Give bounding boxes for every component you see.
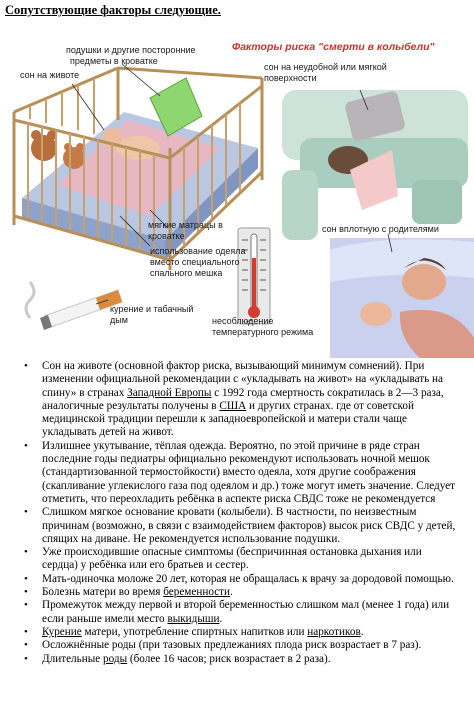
wiki-link[interactable]: США xyxy=(219,399,247,412)
factor-text: Сон на животе (основной фактор риска, вызывающий минимум сомнений). При изменении официальной рекомендации с «укладывать на живот» на «укладывать на спину» в странах xyxy=(42,360,443,399)
label-soft-surface-2: поверхности xyxy=(264,73,317,83)
risk-factor-item xyxy=(42,639,460,652)
factor-text: Уже происходившие опасные симптомы (беспричинная остановка дыхания или сердца) у ребёнка или его братьев и сестер. xyxy=(42,546,422,572)
crib-drawing xyxy=(14,68,262,270)
label-smoking: курение и табачный xyxy=(110,304,194,314)
thermometer-drawing xyxy=(238,228,270,324)
label-soft-surface: сон на неудобной или мягкой xyxy=(264,62,387,72)
wiki-link[interactable]: Западной Европы xyxy=(127,386,212,399)
illustration-title: Факторы риска "смерти в колыбели" xyxy=(232,41,435,53)
label-mattress: мягкие матрацы в xyxy=(148,220,223,230)
wiki-link[interactable]: роды xyxy=(103,652,128,665)
sids-risk-illustration xyxy=(0,20,474,364)
label-blanket-3: спального мешка xyxy=(150,268,223,278)
risk-factor-item xyxy=(42,653,460,666)
cigarette-drawing xyxy=(26,282,122,330)
risk-factor-item xyxy=(42,546,460,573)
factor-text: Мать-одиночка моложе 20 лет, которая не обращалась к врачу за дородовой помощью. xyxy=(42,572,454,585)
factor-text: . xyxy=(360,625,364,638)
risk-factor-item xyxy=(42,573,460,586)
wiki-link[interactable]: наркотиков xyxy=(307,625,361,638)
factor-text: Длительные xyxy=(42,652,104,665)
factor-text: и других странах. где от советской медицинской традиции перешли к западноевропейской и матери стали чаще укладывать детей на живот. xyxy=(42,399,414,439)
factor-text: Осложнённые роды (при тазовых предлежаниях плода риск возрастает в 7 раз). xyxy=(42,639,422,652)
risk-factors-list xyxy=(0,360,474,666)
cosleeping-drawing xyxy=(330,238,474,358)
factor-text: матери, употребление спиртных напитков или xyxy=(81,625,308,638)
risk-factor-item xyxy=(42,440,460,506)
label-temperature: несоблюдение xyxy=(212,316,274,326)
label-pillows-2: предметы в кроватке xyxy=(70,56,158,66)
factor-text: Промежуток между первой и второй беременностью слишком мал (менее 1 года) или если раньше имели место xyxy=(42,599,450,625)
label-blanket: использование одеяла xyxy=(150,246,246,256)
factor-text: . xyxy=(230,586,233,599)
factor-text: (более 16 часов; риск возрастает в 2 раза). xyxy=(127,652,331,665)
risk-factor-item xyxy=(42,599,460,626)
label-stomach: сон на животе xyxy=(20,70,80,80)
wiki-link[interactable]: выкидыши xyxy=(167,612,220,625)
risk-factor-item xyxy=(42,626,460,639)
label-mattress-2: кроватке xyxy=(148,231,185,241)
factor-text: с 1992 года смертность сократилась в 2—3 раза, аналогичные результаты получены в xyxy=(42,386,444,412)
risk-factor-item xyxy=(42,586,460,599)
label-temperature-2: температурного режима xyxy=(212,327,314,337)
couch-drawing xyxy=(282,90,468,240)
label-blanket-2: вместо специального xyxy=(150,257,240,267)
factor-text: Излишнее укутывание, тёплая одежда. Вероятно, по этой причине в ряде стран последние годы педиатры официально рекомендуют использовать ночной мешок (стандартизованной термостойкости) вместо одеяла, хотя другие соображения (скапливание углекислого газа под одеялом и др.) тоже могут иметь значение. Следует отметить, что переохладить ребёнка в аспекте риска СВДС тоже не рекомендуется xyxy=(42,439,456,505)
risk-factor-item xyxy=(42,360,460,440)
wiki-link[interactable]: беременности xyxy=(163,586,231,599)
factor-text: . xyxy=(219,612,223,625)
label-pillows: подушки и другие посторонние xyxy=(66,45,196,55)
label-smoking-2: дым xyxy=(110,315,128,325)
page-heading: Сопутствующие факторы следующие. xyxy=(5,3,221,17)
wiki-link[interactable]: Курение xyxy=(42,625,82,638)
risk-factor-item xyxy=(42,506,460,546)
label-parents: сон вплотную с родителями xyxy=(322,224,439,234)
factor-text: Болезнь матери во время xyxy=(42,586,164,599)
factor-text: Слишком мягкое основание кровати (колыбели). В частности, по неизвестным причинам (возможно, в связи с взаимодействием факторов) высок риск СВДС у детей, спящих на диване. Не рекомендуется использование подушки. xyxy=(42,506,456,545)
